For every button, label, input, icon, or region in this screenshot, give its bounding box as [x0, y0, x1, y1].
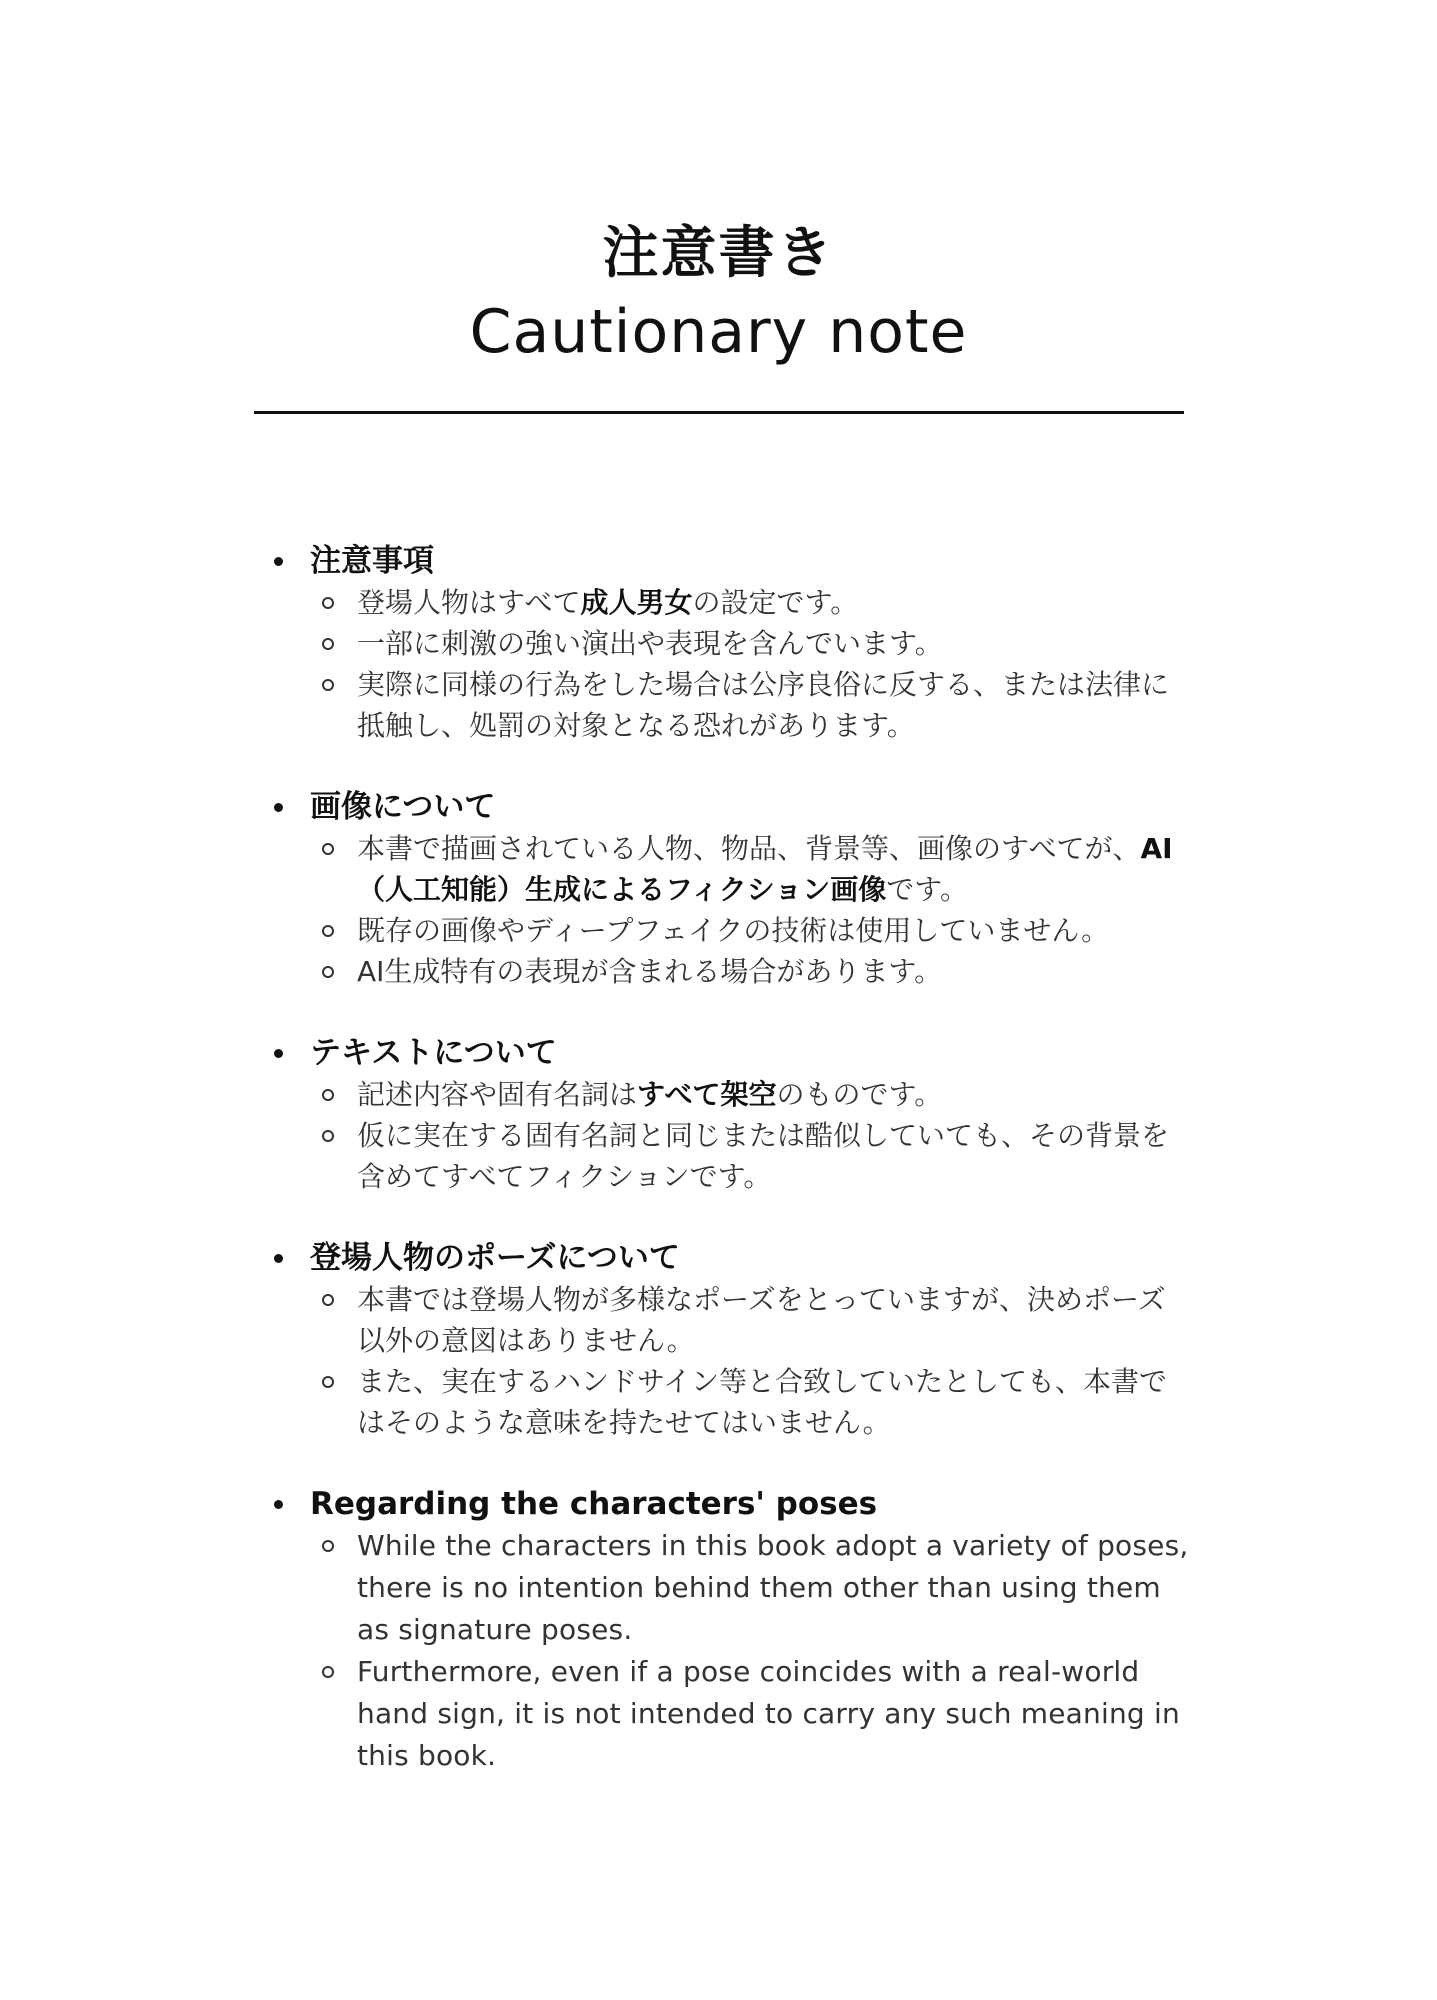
bullet-disc-icon	[274, 1049, 283, 1058]
item-text: 本書では登場人物が多様なポーズをとっていますが、決めポーズ以外の意図はありません。	[357, 1283, 1166, 1357]
bullet-circle-icon	[322, 1294, 334, 1306]
notes-list	[270, 540, 1190, 1817]
bullet-circle-icon	[322, 1130, 334, 1142]
bullet-disc-icon	[274, 1500, 283, 1509]
item-text: 一部に刺激の強い演出や表現を含んでいます。	[357, 627, 943, 660]
bullet-circle-icon	[322, 925, 334, 937]
bullet-circle-icon	[322, 966, 334, 978]
item-text: のものです。	[776, 1078, 943, 1111]
item-emphasis: すべて架空	[637, 1078, 777, 1111]
section-heading-text: 画像について	[310, 789, 496, 825]
list-item	[270, 1115, 1190, 1197]
list-item	[270, 623, 1190, 664]
section-heading-text: Regarding the characters' poses	[310, 1486, 878, 1522]
bullet-disc-icon	[274, 803, 283, 812]
list-item	[270, 664, 1190, 746]
section-text	[270, 1032, 1190, 1197]
list-item	[270, 951, 1190, 992]
section-heading	[270, 786, 1190, 828]
section-cautions	[270, 540, 1190, 746]
section-poses-en	[270, 1483, 1190, 1777]
section-heading	[270, 540, 1190, 582]
section-heading	[270, 1032, 1190, 1074]
bullet-circle-icon	[322, 843, 334, 855]
list-item	[270, 1074, 1190, 1115]
bullet-circle-icon	[322, 638, 334, 650]
item-text: Furthermore, even if a pose coincides with a real-world hand sign, it is not intended to carry any such meaning in this book.	[357, 1655, 1180, 1772]
list-item	[270, 1361, 1190, 1443]
bullet-circle-icon	[322, 1540, 334, 1552]
item-text: 実際に同様の行為をした場合は公序良俗に反する、または法律に抵触し、処罰の対象となる恐れがあります。	[357, 668, 1170, 742]
list-item	[270, 582, 1190, 623]
item-text: 登場人物はすべて	[357, 586, 581, 619]
list-item	[270, 1279, 1190, 1361]
bullet-circle-icon	[322, 679, 334, 691]
list-item	[270, 1651, 1190, 1777]
item-emphasis: AI（人工知能）生成によるフィクション画像	[357, 832, 1173, 906]
item-text: の設定です。	[692, 586, 859, 619]
section-images	[270, 786, 1190, 992]
list-item	[270, 910, 1190, 951]
item-emphasis: 成人男女	[580, 586, 693, 619]
item-text: 記述内容や固有名詞は	[357, 1078, 638, 1111]
section-heading-text: 登場人物のポーズについて	[310, 1240, 680, 1276]
bullet-disc-icon	[274, 557, 283, 566]
bullet-disc-icon	[274, 1254, 283, 1263]
item-text: また、実在するハンドサイン等と合致していたとしても、本書ではそのような意味を持たせてはいません。	[357, 1365, 1168, 1439]
section-heading-text: 注意事項	[310, 543, 434, 579]
bullet-circle-icon	[322, 1666, 334, 1678]
bullet-circle-icon	[322, 1376, 334, 1388]
bullet-circle-icon	[322, 597, 334, 609]
item-text: While the characters in this book adopt a variety of poses, there is no intention behind them other than using them as signature poses.	[357, 1529, 1189, 1646]
page-title-english: Cautionary note	[469, 297, 968, 367]
item-text: です。	[886, 873, 968, 906]
section-heading	[270, 1483, 1190, 1525]
section-heading-text: テキストについて	[310, 1035, 557, 1071]
section-heading	[270, 1237, 1190, 1279]
list-item	[270, 828, 1190, 910]
section-poses-ja	[270, 1237, 1190, 1443]
list-item	[270, 1525, 1190, 1651]
title-divider	[254, 411, 1184, 414]
item-text: 仮に実在する固有名詞と同じまたは酷似していても、その背景を含めてすべてフィクションです。	[357, 1119, 1170, 1193]
item-text: 本書で描画されている人物、物品、背景等、画像のすべてが、	[357, 832, 1141, 865]
bullet-circle-icon	[322, 1089, 334, 1101]
item-text: 既存の画像やディープフェイクの技術は使用していません。	[357, 914, 1110, 947]
item-text: AI生成特有の表現が含まれる場合があります。	[357, 955, 943, 988]
page-title-japanese: 注意書き	[602, 221, 835, 286]
